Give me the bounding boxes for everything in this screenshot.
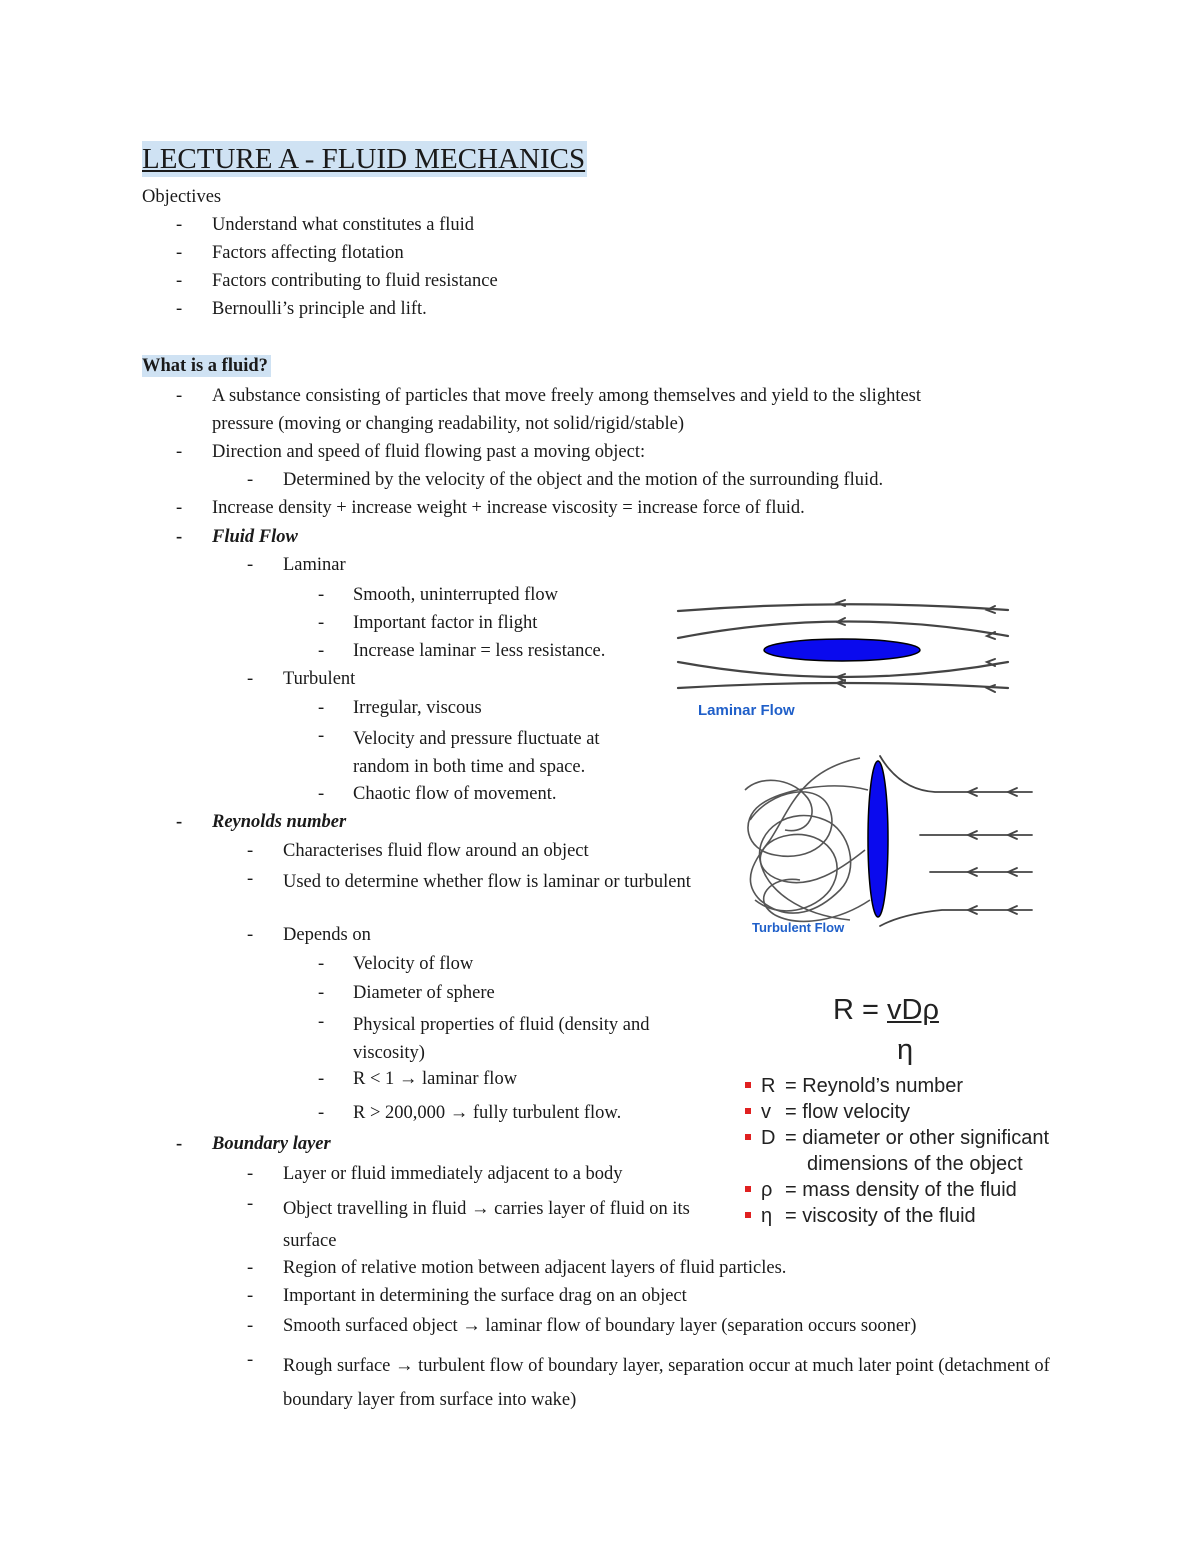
dash: - — [318, 954, 325, 974]
dash: - — [247, 1316, 254, 1336]
dash: - — [318, 784, 325, 804]
dash: - — [247, 925, 254, 945]
dash: - — [247, 1286, 254, 1306]
dash: - — [318, 983, 325, 1003]
turbulent-item: Velocity and pressure fluctuate at random in both time and space. — [353, 729, 600, 777]
dash: - — [318, 613, 325, 633]
objective-item: Factors affecting flotation — [212, 243, 404, 263]
legend-symbol: v — [761, 1101, 771, 1123]
reynolds-heading: Reynolds number — [212, 812, 347, 832]
boundary-item: Rough surface → turbulent flow of boundary layer, separation occur at much later point (detachment of boundary layer from surface into wake) — [283, 1356, 1050, 1410]
boundary-item: Smooth surfaced object → laminar flow of boundary layer (separation occurs sooner) — [283, 1316, 917, 1336]
dash: - — [176, 271, 183, 291]
reynolds-item: Characterises fluid flow around an object — [283, 841, 589, 861]
laminar-item: Important factor in flight — [353, 613, 538, 633]
reynolds-equation — [833, 994, 939, 1027]
legend-text: = diameter or other significant — [785, 1127, 1050, 1149]
legend-text: dimensions of the object — [807, 1153, 1023, 1175]
reynolds-laminar-threshold: R < 1 → laminar flow — [353, 1069, 518, 1089]
objective-item: Factors contributing to fluid resistance — [212, 271, 498, 291]
dash: - — [176, 442, 183, 462]
airfoil-shape — [764, 639, 920, 661]
fluid-direction-text: Direction and speed of fluid flowing past a moving object: — [212, 442, 646, 462]
dash: - — [247, 1350, 254, 1370]
legend-row — [745, 1073, 963, 1099]
legend-row — [745, 1177, 1017, 1203]
depends-item: Velocity of flow — [353, 954, 474, 974]
dash: - — [318, 1103, 325, 1123]
turbulent-flow-caption: Turbulent Flow — [752, 920, 845, 935]
dash: - — [247, 841, 254, 861]
objective-item: Bernoulli’s principle and lift. — [212, 299, 427, 319]
turbulent-item: Chaotic flow of movement. — [353, 784, 557, 804]
laminar-flow-caption: Laminar Flow — [698, 702, 795, 719]
dash: - — [176, 299, 183, 319]
section-heading-fluid: What is a fluid? — [142, 355, 271, 377]
dash: - — [247, 470, 254, 490]
reynolds-turbulent-threshold: R > 200,000 → fully turbulent flow. — [353, 1103, 622, 1123]
fluid-definition-line1: A substance consisting of particles that move freely among themselves and yield to the slightest — [212, 386, 922, 406]
legend-text: = viscosity of the fluid — [785, 1205, 976, 1227]
boundary-item: Object travelling in fluid → carries layer of fluid on its surface — [283, 1199, 690, 1251]
dash: - — [176, 1134, 183, 1154]
turbulent-flow-diagram — [730, 750, 1040, 940]
objectives-heading: Objectives — [142, 187, 222, 207]
dash: - — [176, 386, 183, 406]
red-bullet-icon — [745, 1134, 751, 1140]
legend-symbol: ρ — [761, 1179, 773, 1201]
equation-denominator: η — [897, 1034, 914, 1066]
laminar-item: Increase laminar = less resistance. — [353, 641, 606, 661]
dash: - — [176, 243, 183, 263]
reynolds-item: Used to determine whether flow is laminar or turbulent — [283, 872, 691, 892]
turbulent-item: Irregular, viscous — [353, 698, 482, 718]
fluid-force-text: Increase density + increase weight + increase viscosity = increase force of fluid. — [212, 498, 805, 518]
dash: - — [247, 1164, 254, 1184]
dash: - — [318, 641, 325, 661]
dash: - — [176, 527, 183, 547]
fluid-definition-line2: pressure (moving or changing readability, not solid/rigid/stable) — [212, 414, 684, 434]
legend-text: = flow velocity — [785, 1101, 911, 1123]
legend-row — [745, 1099, 910, 1125]
turbulent-label: Turbulent — [283, 669, 356, 689]
page-title: LECTURE A - FLUID MECHANICS — [142, 143, 586, 175]
fluid-direction-subitem: Determined by the velocity of the object and the motion of the surrounding fluid. — [283, 470, 884, 490]
fluid-flow-heading: Fluid Flow — [212, 527, 298, 547]
red-bullet-icon — [745, 1186, 751, 1192]
dash: - — [176, 812, 183, 832]
turbulent-body-shape — [868, 761, 888, 917]
boundary-item: Layer or fluid immediately adjacent to a body — [283, 1164, 623, 1184]
dash: - — [318, 585, 325, 605]
dash: - — [247, 1194, 254, 1214]
dash: - — [247, 555, 254, 575]
dash: - — [318, 1069, 325, 1089]
dash: - — [318, 726, 325, 746]
objective-item: Understand what constitutes a fluid — [212, 215, 475, 235]
depends-on-label: Depends on — [283, 925, 371, 945]
dash: - — [176, 215, 183, 235]
legend-symbol: D — [761, 1127, 776, 1149]
legend-row — [745, 1125, 1049, 1151]
legend-symbol: η — [761, 1205, 773, 1227]
boundary-item: Region of relative motion between adjacent layers of fluid particles. — [283, 1258, 787, 1278]
dash: - — [176, 498, 183, 518]
equation-numerator: vDρ — [887, 994, 939, 1026]
laminar-label: Laminar — [283, 555, 346, 575]
red-bullet-icon — [745, 1082, 751, 1088]
boundary-layer-heading: Boundary layer — [212, 1134, 331, 1154]
equation-lhs: R = — [833, 994, 887, 1026]
laminar-item: Smooth, uninterrupted flow — [353, 585, 559, 605]
legend-row-continuation — [807, 1151, 1023, 1177]
red-bullet-icon — [745, 1212, 751, 1218]
legend-row — [745, 1203, 976, 1229]
legend-text: = mass density of the fluid — [785, 1179, 1017, 1201]
depends-item: Physical properties of fluid (density and viscosity) — [353, 1015, 650, 1063]
dash: - — [318, 1012, 325, 1032]
dash: - — [247, 869, 254, 889]
dash: - — [318, 698, 325, 718]
legend-text: = Reynold’s number — [785, 1075, 964, 1097]
laminar-flow-diagram — [668, 596, 1018, 722]
legend-symbol: R — [761, 1075, 776, 1097]
dash: - — [247, 669, 254, 689]
red-bullet-icon — [745, 1108, 751, 1114]
boundary-item: Important in determining the surface drag on an object — [283, 1286, 687, 1306]
dash: - — [247, 1258, 254, 1278]
depends-item: Diameter of sphere — [353, 983, 495, 1003]
